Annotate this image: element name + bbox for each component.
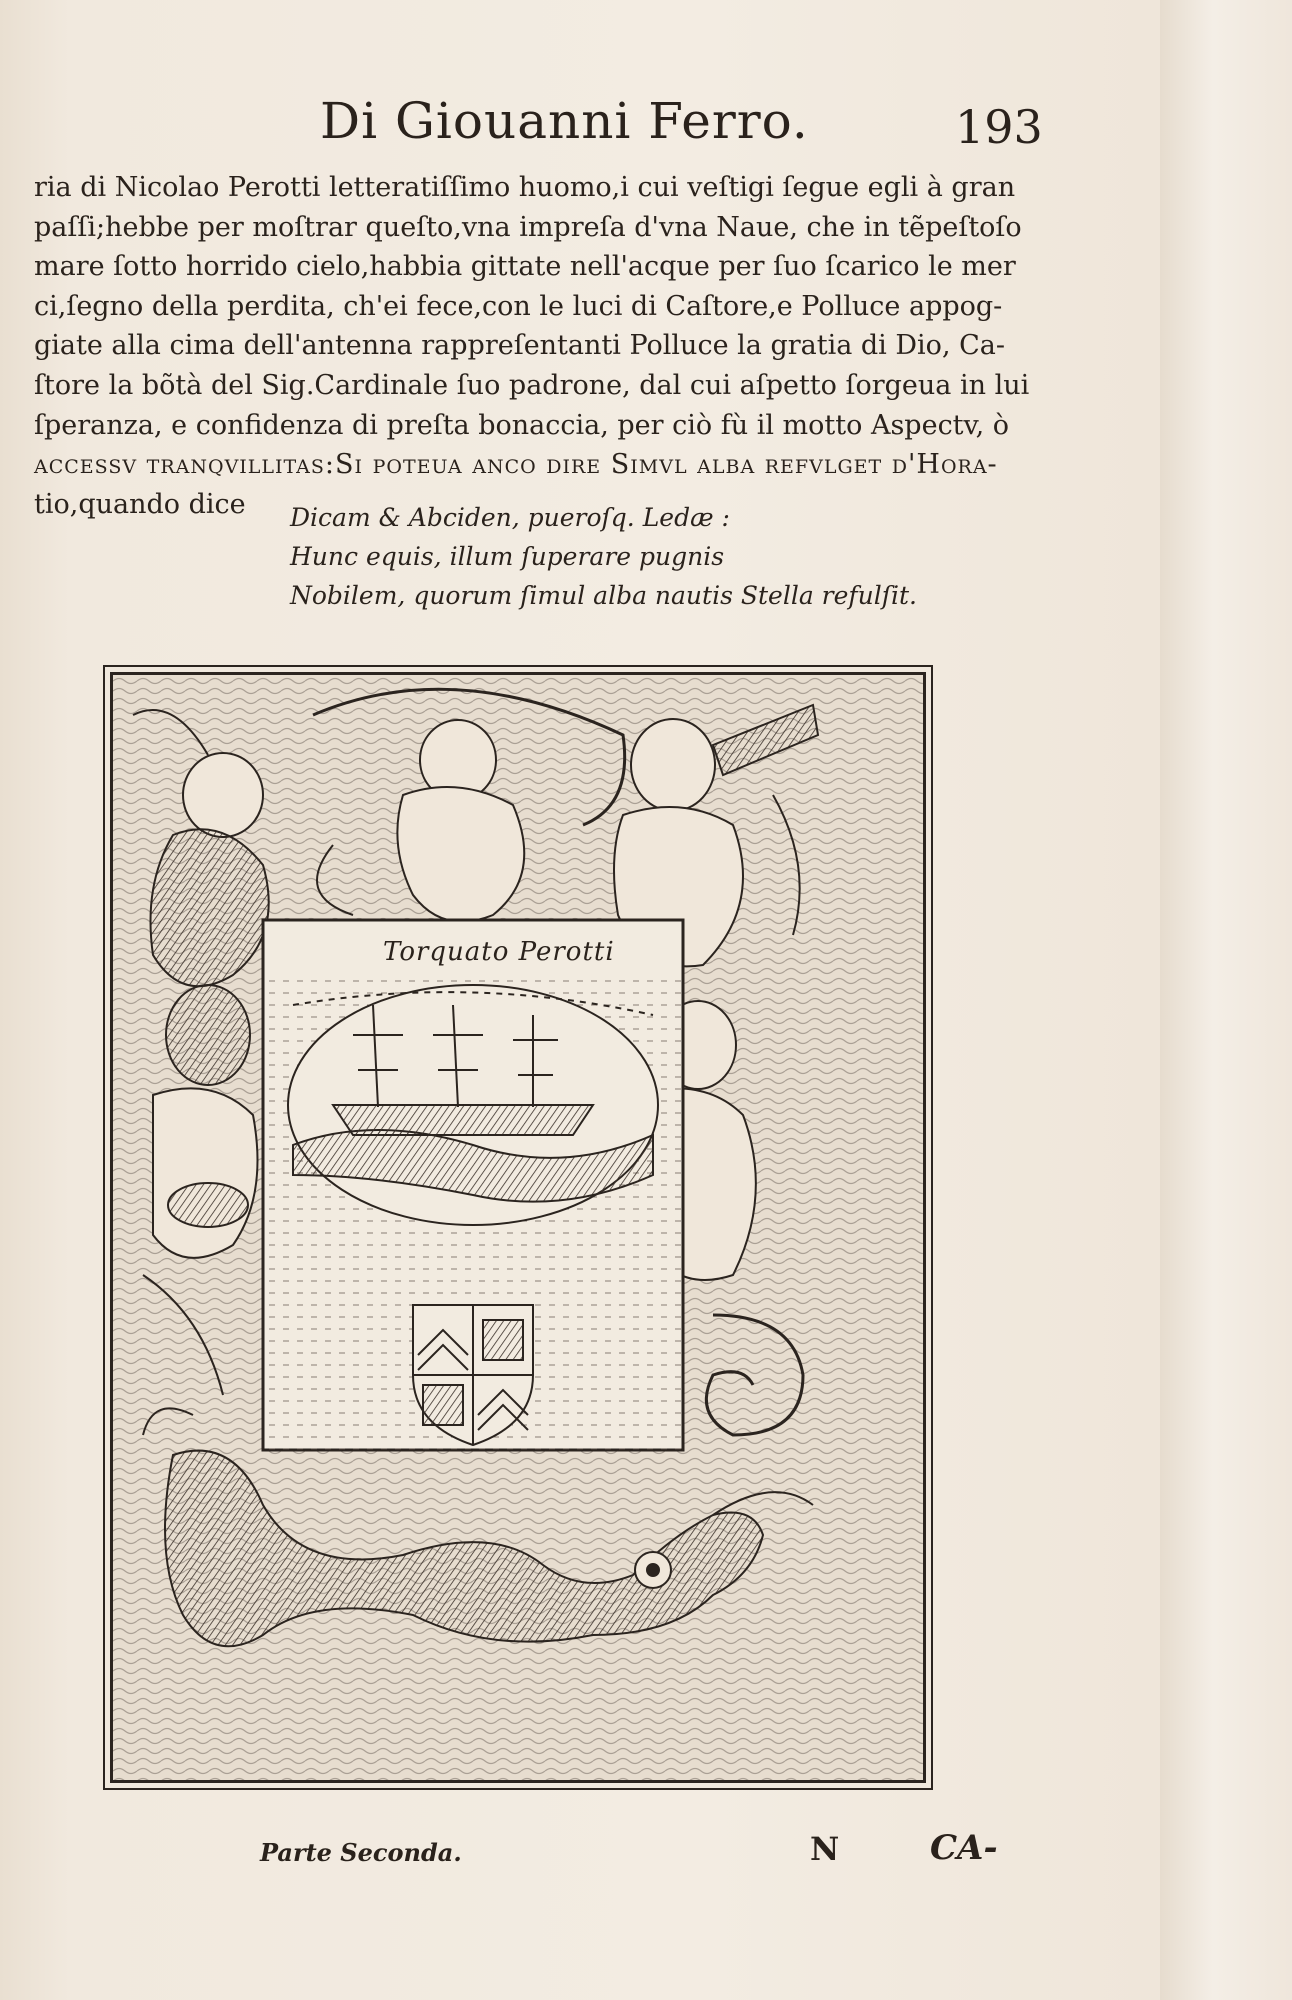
body-text: [34, 168, 1034, 524]
text-line: accessv tranqvillitas:Si poteua anco dire Simvl alba refvlget d'Hora-: [34, 449, 998, 481]
verse-line: Dicam & Abciden, pueroſq. Ledæ :: [290, 503, 730, 532]
text-line: ſperanza, e confidenza di preſta bonaccia, per ciò fù il motto Aspectv, ò: [34, 409, 1010, 441]
signature-mark: N: [810, 1830, 840, 1868]
verse-line: Hunc equis, illum ſuperare pugnis: [290, 542, 725, 571]
text-line: mare ſotto horrido cielo,habbia gittate nell'acque per ſuo ſcarico le mer: [34, 251, 1016, 283]
text-line: tio,quando dice: [34, 488, 246, 520]
facing-page-edge: [1160, 0, 1292, 2000]
catchword: CA-: [930, 1828, 998, 1868]
verse-quotation: [290, 498, 917, 615]
text-line: giate alla cima dell'antenna rappreſentanti Polluce la gratia di Dio, Ca-: [34, 330, 1005, 362]
text-line: ſtore la bõtà del Sig.Cardinale ſuo padrone, dal cui aſpetto ſorgeua in lui: [34, 369, 1030, 401]
engraved-plate: [110, 672, 926, 1783]
engraving-illustration: [113, 675, 923, 1780]
ship-medallion: [288, 985, 658, 1225]
signature-line: Parte Seconda.: [260, 1838, 462, 1867]
verse-line: Nobilem, quorum ſimul alba nautis Stella refulſit.: [290, 581, 918, 610]
plate-title: Torquato Perotti: [383, 937, 615, 967]
text-line: ci,ſegno della perdita, ch'ei fece,con le luci di Caſtore,e Polluce appog-: [34, 290, 1003, 322]
text-line: paſſi;hebbe per moſtrar queſto,vna impreſa d'vna Naue, che in tẽpeſtoſo: [34, 211, 1022, 243]
running-head: Di Giouanni Ferro.: [320, 92, 809, 150]
page-number: 193: [955, 100, 1043, 154]
text-line: ria di Nicolao Perotti letteratiſſimo huomo,i cui veſtigi ſegue egli à gran: [34, 172, 1016, 203]
